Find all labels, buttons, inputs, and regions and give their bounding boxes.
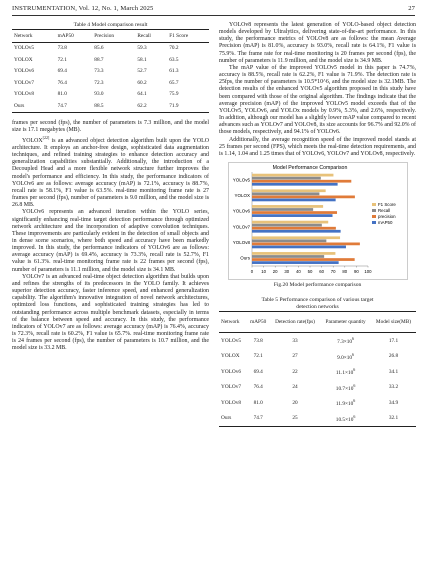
table-cell: Ours [221,415,232,422]
column-header: Network [221,318,240,325]
bar-f1-score [252,205,323,208]
exponent: 6 [352,336,355,342]
left-column [12,22,209,352]
table-cell: 74.7 [253,415,263,422]
table-row [219,364,416,380]
exponent: 6 [353,382,356,388]
bar-map50 [252,246,346,249]
bar-recall [252,192,319,195]
table-cell: 73.8 [253,337,263,344]
table-cell: 72.1 [253,353,263,360]
table-cell: YOLOv8 [14,91,35,98]
bar-f1-score [252,174,333,177]
bar-precision [252,211,337,214]
table-cell: 72.1 [57,56,67,63]
table-cell: 73.3 [94,68,104,75]
category-label: YOLOv5 [232,177,250,183]
table-cell: 33.2 [388,384,399,391]
table-cell: 22 [292,368,298,375]
bar-f1-score [252,221,328,224]
table-cell: 81.0 [253,399,263,406]
paragraph: Additionally, the average recognition speed of the improved model stands at 25 frames per second (FPS), which meets the real-time detection requirements, and is 1.14, 1.04 and 1.25 times that of YOLOv6, YOLOv7 and YOLOv8, respectively. [219,136,416,157]
journal-info: INSTRUMENTATION, Vol. 12, No. 1, March 2025 [12,5,154,12]
table-cell: 34.9 [388,399,399,406]
table-cell: 32.1 [388,415,399,422]
table-cell: 88.7 [94,56,104,63]
bar-recall [252,177,321,180]
table-cell: 69.4 [57,68,67,75]
table-cell: 61.3 [169,68,179,75]
column-header: Network [14,32,33,39]
table-cell: 75.9 [169,91,179,98]
legend-swatch [372,209,376,212]
category-label: YOLOv7 [232,224,250,230]
table-cell: 93.0 [94,91,104,98]
table-cell: 58.1 [137,56,147,63]
bar-precision [252,227,336,230]
table-cell: $11.1\times 10^6$ [335,367,356,377]
bar-f1-score [252,236,340,239]
table-cell: 24 [292,384,298,391]
table-cell: 17.1 [388,337,399,344]
table-header-row [219,311,416,332]
table-cell: 20 [292,399,298,406]
x-tick-label: 0 [250,268,253,274]
column-header: mAP50 [57,32,74,39]
table-row [12,100,209,112]
table-cell: $7.3\times 10^6$ [337,336,355,346]
category-label: Ours [239,255,250,261]
table4-caption: Table 4 Model comparison result [73,22,148,28]
table-cell: 71.9 [169,102,179,109]
category-label: YOLOX [233,192,250,198]
legend-label: precision [377,213,396,219]
table-cell: 59.3 [137,45,147,52]
category-label: YOLOv6 [232,208,250,214]
table-cell: 85.6 [94,45,104,52]
bar-map50 [252,199,336,202]
bar-map50 [252,230,341,233]
table-cell: 33 [292,337,298,344]
table-row [219,395,416,411]
paragraph: frames per second (fps), the number of parameters is 7.3 million, and the model size is 17.1 megabytes (MB). [12,119,209,133]
table-cell: $10.5\times 10^6$ [335,413,356,423]
bar-recall [252,224,322,227]
table-cell: YOLOv7 [14,79,35,86]
exponent: 6 [352,351,355,357]
right-column [219,22,416,427]
table-cell: YOLOv5 [221,337,242,344]
bar-map50 [252,183,338,186]
table-cell: 72.3 [94,79,104,86]
table-cell: YOLOv5 [14,45,35,52]
exponent: 6 [353,413,356,419]
table-cell: 76.4 [57,79,67,86]
x-tick-label: 100 [363,268,372,274]
x-tick-label: 50 [307,268,312,274]
table-row [219,379,416,395]
exponent: 6 [353,367,356,373]
bar-f1-score [252,252,335,255]
table5-caption-line2: detection networks [296,303,339,310]
table-cell: 65.7 [169,79,179,86]
paragraph: YOLOX[22] is an advanced object detection algorithm built upon the YOLO architecture. It employs an anchor-free design, sophisticated data augmentation techniques, and refined training strategies to enhance detection accuracy and generalization capabilities substantially. Additionally, the introduction of a Decoupled Head and a more flexible network structure further improves the model's performance and efficiency. In this study, the performance indicators of YOLOv6 are as follows: average accuracy (mAP) is 72.1%, accuracy is 88.7%, recall rate is 58.1%, F1 value is 63.5%. real-time monitoring frame rate is 27 frames per second (fps), number of parameters is 9.0 million, and the model size is 26.8 MB. [12,134,209,209]
table-cell: $11.9\times 10^6$ [335,398,356,408]
table-body [219,332,416,426]
table-cell: 34.1 [388,368,399,375]
legend-label: F1 Score [377,201,396,207]
table-row [12,66,209,78]
table-row [219,348,416,364]
chart-title: Model Performance Comparison [272,164,347,171]
table-cell: YOLOv6 [14,68,35,75]
table-cell: 74.7 [57,102,67,109]
table-cell: YOLOX [14,56,33,63]
bar-precision [252,242,360,245]
page-number: 27 [408,5,415,12]
table-row [219,410,416,426]
x-tick-label: 60 [318,268,324,274]
table5 [219,311,416,427]
legend-swatch [372,203,376,206]
table-cell: 70.2 [169,45,179,52]
bar-precision [252,195,355,198]
column-header: mAP50 [250,318,267,325]
table-cell: 88.5 [94,102,104,109]
x-tick-label: 70 [330,268,336,274]
table-cell: YOLOv7 [221,384,242,391]
x-tick-label: 40 [295,268,301,274]
paragraph: YOLOv8 represents the latest generation of YOLO-based object detection models developed by Ultralytics, delivering state-of-the-art performance. In this study, the performance metrics of YOLOv8 are as follows: the mean Average Precision (mAP) is 81.0%, accuracy is 93.0%, recall rate is 64.1%, F1 value is 75.9%. The frame rate for real-time monitoring is 20 frames per second (fps), the number of parameters is 11.9 million, and the model size is 34.9 MB. [219,22,416,64]
exponent: 6 [353,398,356,404]
table-cell: 25 [292,415,298,422]
running-header [12,5,415,12]
bar-recall [252,255,324,258]
table-cell: 27 [292,353,298,360]
bar-f1-score [252,189,326,192]
table4 [12,29,209,113]
table-row [12,89,209,101]
column-header: Precision [94,32,115,39]
table-cell: 73.8 [57,45,67,52]
bar-recall [252,239,326,242]
column-header: Model size(MB) [375,318,412,325]
table-row [12,77,209,89]
legend-label: mAP50 [377,219,392,225]
citation: [22] [42,134,50,140]
figure20-caption: Fig.20 Model performance comparison [273,281,362,288]
figure20-chart [228,162,408,280]
legend-swatch [372,215,376,218]
x-tick-label: 30 [283,268,289,274]
table-body [12,42,209,112]
table-cell: $9.0\times 10^6$ [337,351,355,361]
table-cell: 81.0 [57,91,67,98]
table5-caption-line1: Table 5 Performance comparison of various target [261,296,374,303]
column-header: F1 Score [169,32,189,39]
column-header: Detection rate(fps) [275,318,315,325]
bar-precision [252,258,355,261]
table-cell: 69.4 [253,368,263,375]
paragraph: YOLOv6 represents an advanced iteration within the YOLO series, significantly enhancing real-time target detection performance through optimized network architecture and the incorporation of adaptive convolution techniques. These improvements are particularly evident in the detection of small objects and in dense scene scenarios, where both speed and accuracy have been markedly improved. In this study, the performance indicators of YOLOv6 are as follows: average accuracy (mAP) is 69.4%, accuracy is 73.3%, recall rate is 52.7%, F1 value is 61.3%. real-time monitoring frame rate is 22 frames per second (fps), number of parameters is 11.1 million, and the model size is 34.1 MB. [12,209,209,273]
table-cell: 26.8 [388,353,399,360]
table-header-row [12,30,209,43]
legend-swatch [372,221,376,224]
x-tick-label: 80 [341,268,347,274]
x-tick-label: 90 [353,268,359,274]
table-cell: 64.1 [137,91,147,98]
table-cell: $10.7\times 10^6$ [335,382,356,392]
table-cell: 62.2 [137,102,147,109]
x-tick-label: 10 [260,268,266,274]
table-row [12,54,209,66]
bar-recall [252,208,313,211]
table-cell: YOLOX [221,353,240,360]
category-label: YOLOv8 [232,239,250,245]
x-tick-label: 20 [272,268,278,274]
table-row [219,332,416,348]
paragraph: The mAP value of the improved YOLOv5 model in this paper is 74.7%, accuracy is 88.5%, recall rate is 62.2%, F1 value is 71.9%. The detection rate is 25fps, the number of parameters is 10.5*10^6, and the model size is 32.1MB. The detection results of the enhanced YOLOv5 algorithm proposed in this study have been compared with those of the original algorithm. The findings indicate that the average precision (mAP) of the improved YOLOv5 model exceeds that of the YOLOv5, YOLOv6, and YOLOx models by 0.9%, 5.3%, and 2.6%, respectively. In addition, although our model has a slightly lower mAP value compared to recent advances such as YOLOv7 and YOLOv8, its size accounts for 96.7% and 92.0% of those models, respectively, and 94.1% of YOLOv6. [219,64,416,136]
column-header: Parameter quantity [325,318,366,325]
bar-map50 [252,261,339,264]
table-cell: 63.5 [169,56,179,63]
bar-precision [252,180,351,183]
header-rule [12,15,415,16]
table-cell: 60.2 [137,79,147,86]
table-cell: YOLOv8 [221,399,242,406]
table-cell: YOLOv6 [221,368,242,375]
column-header: Recall [137,32,151,39]
bar-map50 [252,214,333,217]
bar-chart [228,162,408,280]
table-cell: Ours [14,102,25,109]
table-cell: 52.7 [137,68,147,75]
legend-label: Recall [377,207,390,213]
paragraph: YOLOv7 is an advanced real-time object detection algorithm that builds upon and refines the strengths of its predecessors in the YOLO family. It achieves superior detection accuracy, faster inference speed, and enhanced generalization capability. The algorithm's innovative integration of novel network architectures, optimized loss functions, and sophisticated training strategies has led to outstanding performance across multiple benchmark datasets, especially in terms of the balance between speed and accuracy. In this study, the performance indicators of YOLOv7 are as follows: average accuracy (mAP) is 76.4%, accuracy is 72.3%, recall rate is 60.2%, F1 value is 65.7%. real-time monitoring frame rate is 24 frames per second (fps), the number of parameters is 10.7 million, and the model size is 33.2 MB. [12,273,209,352]
table-row [12,42,209,54]
table-cell: 76.4 [253,384,263,391]
